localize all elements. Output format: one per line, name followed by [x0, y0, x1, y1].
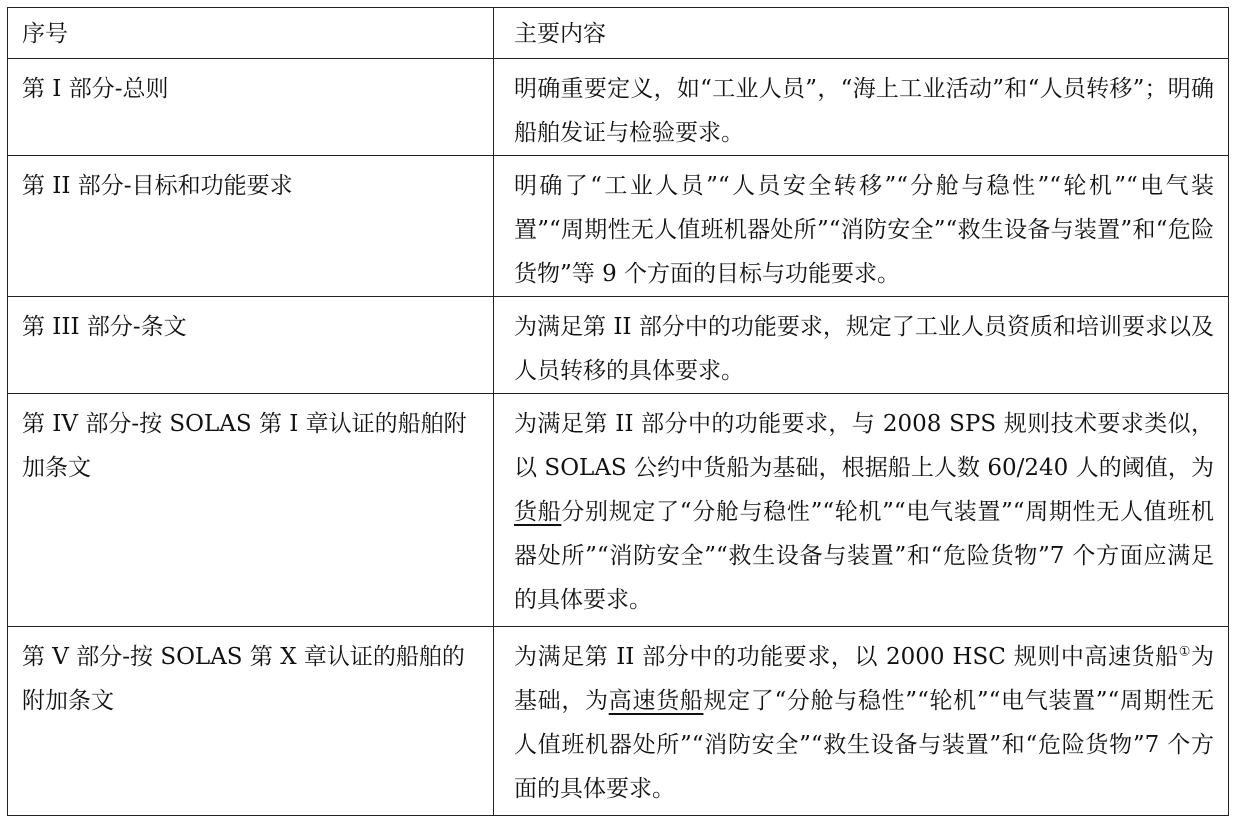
content-text-a: 为满足第 II 部分中的功能要求，以 2000 HSC 规则中高速货船	[514, 644, 1179, 670]
table-row	[8, 627, 1229, 816]
content-text-b: 分别规定了“分舱与稳性”“轮机”“电气装置”“周期性无人值班机器处所”“消防安全”“救生设备与装置”和“危险货物”7 个方面应满足的具体要求。	[514, 499, 1214, 613]
requirements-table	[7, 7, 1229, 816]
content-cell	[494, 297, 1229, 394]
content-text: 明确重要定义，如“工业人员”，“海上工业活动”和“人员转移”；明确船舶发证与检验要求。	[514, 76, 1214, 146]
footnote-marker: ①	[1178, 644, 1192, 660]
table-row	[8, 394, 1229, 627]
content-text-c: 规定了“分舱与稳性”“轮机”“电气装置”“周期性无人值班机器处所”“消防安全”“救生设备与装置”和“危险货物”7 个方面的具体要求。	[514, 688, 1215, 802]
table-header-row	[8, 8, 1229, 59]
content-cell	[494, 394, 1229, 627]
part-label: 第 IV 部分-按 SOLAS 第 I 章认证的船舶附加条文	[22, 411, 467, 481]
content-text-b: 为基础，为	[514, 644, 1215, 714]
underlined-term: 高速货船	[608, 688, 704, 714]
content-cell	[494, 59, 1229, 156]
part-cell	[8, 156, 494, 297]
table-row	[8, 297, 1229, 394]
header-label-content: 主要内容	[514, 21, 606, 47]
part-label: 第 I 部分-总则	[22, 76, 169, 102]
part-cell	[8, 394, 494, 627]
part-cell	[8, 627, 494, 816]
content-cell	[494, 627, 1229, 816]
content-text: 为满足第 II 部分中的功能要求，规定了工业人员资质和培训要求以及人员转移的具体要求。	[514, 314, 1214, 384]
part-label: 第 II 部分-目标和功能要求	[22, 173, 293, 199]
part-label: 第 III 部分-条文	[22, 314, 187, 340]
header-label-number: 序号	[22, 21, 68, 47]
underlined-term: 货船	[514, 499, 562, 525]
content-text-a: 为满足第 II 部分中的功能要求，与 2008 SPS 规则技术要求类似，以 SOLAS 公约中货船为基础，根据船上人数 60/240 人的阈值，为	[514, 411, 1214, 481]
content-cell	[494, 156, 1229, 297]
part-label: 第 V 部分-按 SOLAS 第 X 章认证的船舶的附加条文	[22, 644, 465, 714]
header-cell-number	[8, 8, 494, 59]
content-text: 明确了“工业人员”“人员安全转移”“分舱与稳性”“轮机”“电气装置”“周期性无人值班机器处所”“消防安全”“救生设备与装置”和“危险货物”等 9 个方面的目标与功能要求。	[514, 173, 1214, 287]
table-row	[8, 156, 1229, 297]
part-cell	[8, 59, 494, 156]
header-cell-content	[494, 8, 1229, 59]
table-row	[8, 59, 1229, 156]
part-cell	[8, 297, 494, 394]
